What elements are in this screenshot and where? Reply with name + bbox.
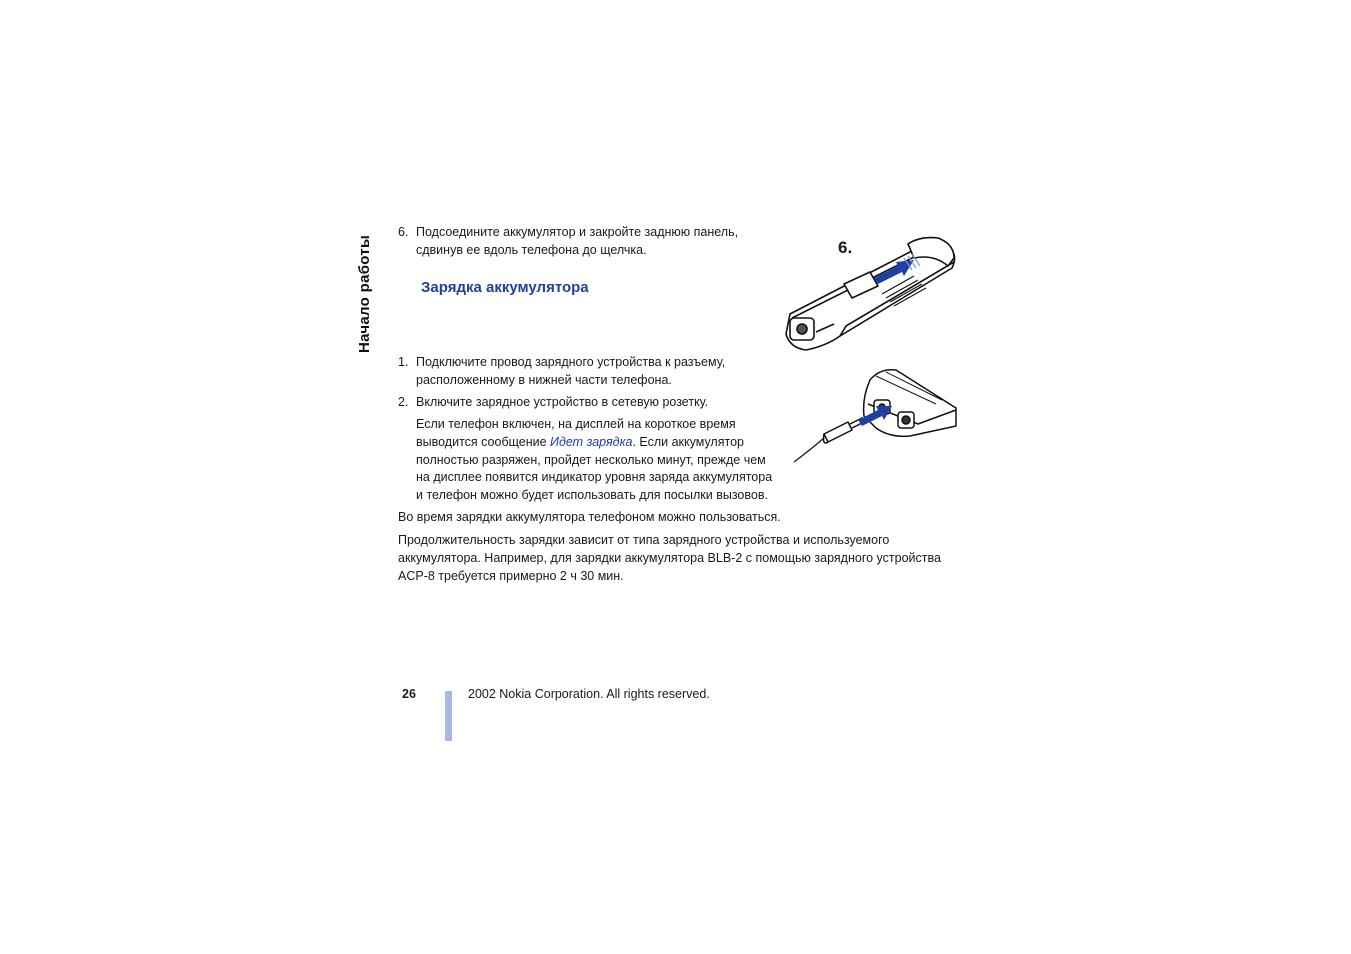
step-6-text: [416, 224, 738, 260]
section-side-title: Начало работы: [356, 234, 373, 353]
step-2-para-line-3: полностью разряжен, пройдет несколько минут, прежде чем: [416, 452, 766, 467]
step-6-number: 6.: [398, 225, 409, 239]
step-2-line-1: Включите зарядное устройство в сетевую розетку.: [416, 395, 709, 409]
section-heading: Зарядка аккумулятора: [421, 279, 589, 296]
step-1-line-1: Подключите провод зарядного устройства к разъему,: [416, 355, 726, 369]
step-6-line-2: сдвинув ее вдоль телефона до щелчка.: [416, 242, 647, 257]
footer-accent-bar: [445, 691, 452, 741]
step-1-line-2: расположенному в нижней части телефона.: [416, 372, 672, 387]
body-para-2-line-1: Продолжительность зарядки зависит от типа зарядного устройства и используемого: [398, 533, 890, 547]
step-2-number: 2.: [398, 395, 409, 409]
page-number: 26: [402, 687, 416, 701]
figure-label: 6.: [838, 238, 853, 257]
body-para-2-line-2: аккумулятора. Например, для зарядки аккумулятора BLB-2 с помощью зарядного устройства: [398, 550, 941, 565]
step-6-line-1: Подсоедините аккумулятор и закройте заднюю панель,: [416, 225, 739, 239]
body-para-2-line-3: ACP-8 требуется примерно 2 ч 30 мин.: [398, 568, 624, 583]
step-2-paragraph: [416, 416, 772, 505]
phone-back-cover-illustration: [782, 232, 960, 356]
step-1-number: 1.: [398, 355, 409, 369]
step-2-para-line-1: Если телефон включен, на дисплей на короткое время: [416, 417, 736, 431]
step-2-para-line-4: на дисплее появится индикатор уровня заряда аккумулятора: [416, 470, 773, 485]
para-text-after: . Если аккумулятор: [632, 434, 744, 449]
charger-connection-illustration: [790, 364, 960, 466]
step-2-para-line-5: и телефон можно будет использовать для посылки вызовов.: [416, 488, 768, 503]
para-text-before: выводится сообщение: [416, 434, 551, 449]
body-paragraph-1: Во время зарядки аккумулятора телефоном можно пользоваться.: [398, 510, 781, 524]
step-1-text: [416, 354, 725, 390]
step-2-para-line-2: [416, 434, 772, 452]
body-paragraph-2: [398, 532, 941, 585]
charging-message: Идет зарядка: [550, 434, 633, 449]
copyright-notice: 2002 Nokia Corporation. All rights reserved.: [468, 687, 710, 701]
